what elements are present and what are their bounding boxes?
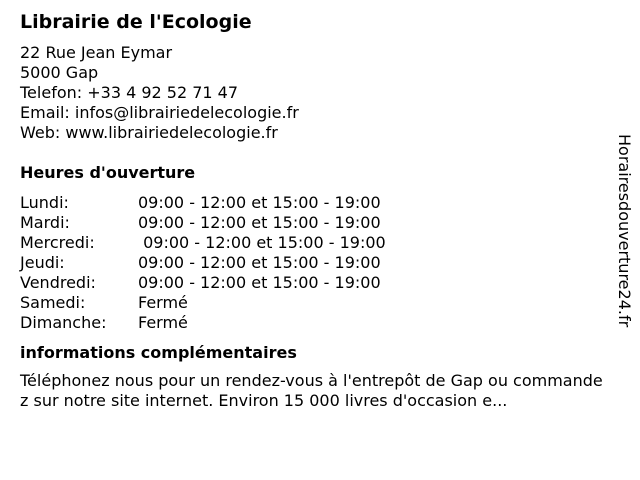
- hours-row: [20, 253, 610, 273]
- store-details: [20, 10, 610, 411]
- hours-row: [20, 273, 610, 293]
- info-heading: informations complémentaires: [20, 343, 297, 362]
- day-label: Jeudi:: [20, 253, 65, 272]
- hours-row: [20, 233, 610, 253]
- hours-row: [20, 313, 610, 333]
- opening-hours-list: [20, 193, 610, 333]
- day-hours: 09:00 - 12:00 et 15:00 - 19:00: [138, 253, 381, 272]
- hours-row: [20, 293, 610, 313]
- day-label: Mercredi:: [20, 233, 95, 252]
- info-description: Téléphonez nous pour un rendez-vous à l'entrepôt de Gap ou commandez sur notre site internet. Environ 15 000 livres d'occasion e...: [20, 371, 603, 410]
- website: Web: www.librairiedelecologie.fr: [20, 123, 278, 142]
- day-label: Mardi:: [20, 213, 70, 232]
- day-hours: Fermé: [138, 293, 188, 312]
- day-label: Dimanche:: [20, 313, 107, 332]
- day-hours: 09:00 - 12:00 et 15:00 - 19:00: [138, 273, 381, 292]
- day-hours: 09:00 - 12:00 et 15:00 - 19:00: [138, 193, 381, 212]
- day-hours: 09:00 - 12:00 et 15:00 - 19:00: [138, 233, 386, 252]
- hours-row: [20, 193, 610, 213]
- address-street: 22 Rue Jean Eymar: [20, 43, 173, 62]
- day-label: Lundi:: [20, 193, 69, 212]
- day-hours: Fermé: [138, 313, 188, 332]
- address-city: 5000 Gap: [20, 63, 99, 82]
- day-hours: 09:00 - 12:00 et 15:00 - 19:00: [138, 213, 381, 232]
- day-label: Samedi:: [20, 293, 86, 312]
- hours-row: [20, 213, 610, 233]
- site-watermark: Horairesdouverture24.fr: [615, 134, 634, 328]
- day-label: Vendredi:: [20, 273, 96, 292]
- contact-block: [20, 43, 610, 143]
- email-address: Email: infos@librairiedelecologie.fr: [20, 103, 299, 122]
- hours-heading: Heures d'ouverture: [20, 163, 196, 182]
- store-name: Librairie de l'Ecologie: [20, 11, 252, 33]
- phone-number: Telefon: +33 4 92 52 71 47: [20, 83, 239, 102]
